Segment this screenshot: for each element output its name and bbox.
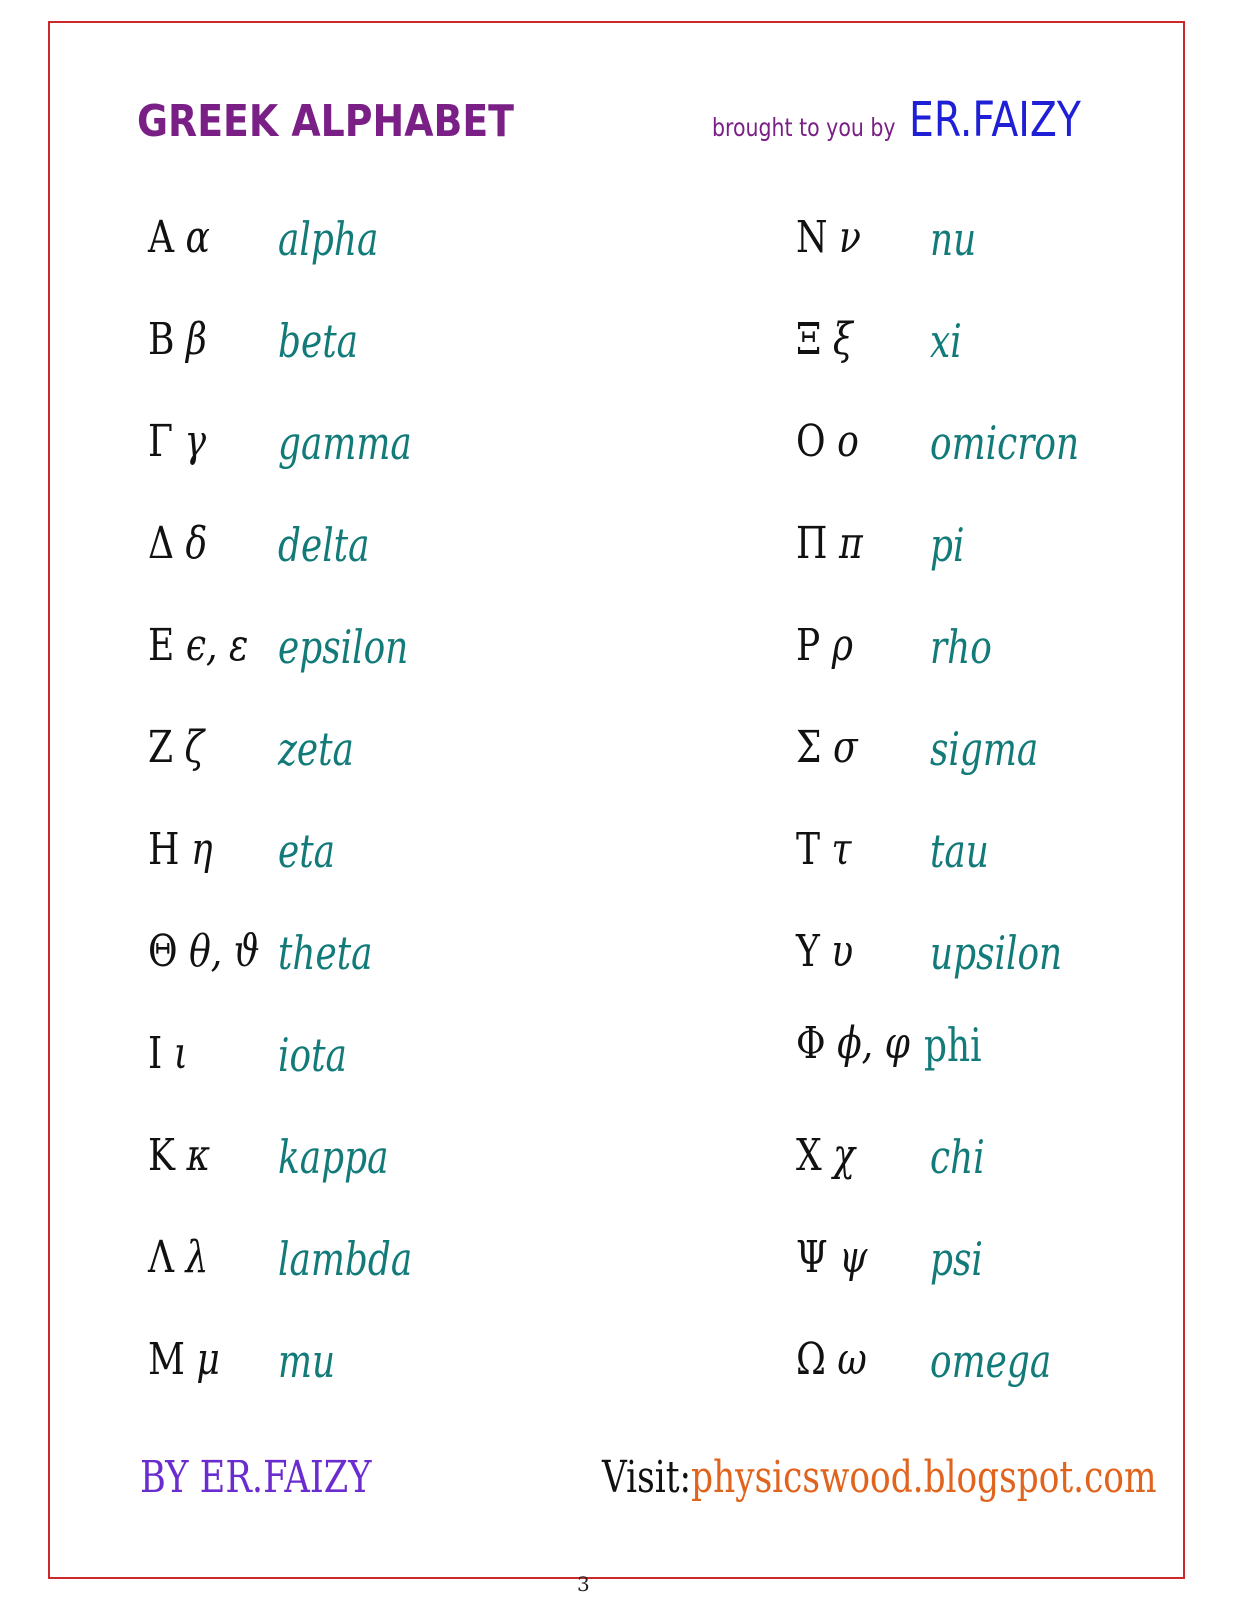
letter-name: beta	[278, 314, 359, 368]
letter-name: nu	[930, 212, 977, 266]
byline-prefix: brought to you by	[712, 113, 896, 142]
letter-symbol: Π π	[796, 518, 863, 569]
letter-name: eta	[278, 824, 336, 878]
letter-symbol: Γ γ	[148, 416, 207, 467]
letter-symbol: Θ θ, ϑ	[148, 926, 260, 977]
letter-symbol: Λ λ	[148, 1232, 209, 1283]
letter-symbol: Ο ο	[796, 416, 859, 467]
letter-symbol: Ε ϵ, ε	[148, 620, 249, 671]
letter-symbol: Φ ϕ, φ	[796, 1018, 910, 1069]
letter-symbol: Β β	[148, 314, 207, 365]
letter-name: upsilon	[930, 926, 1063, 980]
letter-name: iota	[278, 1028, 347, 1082]
byline-name: ER.FAIZY	[908, 92, 1081, 148]
letter-name: psi	[930, 1232, 983, 1286]
letter-name: omicron	[930, 416, 1080, 470]
letter-symbol: Ψ ψ	[796, 1232, 868, 1283]
letter-symbol: Κ κ	[148, 1130, 211, 1181]
letter-name: chi	[930, 1130, 985, 1184]
letter-name: phi	[924, 1018, 982, 1072]
letter-symbol: Σ σ	[796, 722, 858, 773]
letter-symbol: Α α	[148, 212, 210, 263]
letter-name: alpha	[278, 212, 379, 266]
letter-name: mu	[278, 1334, 336, 1388]
letter-symbol: Υ υ	[796, 926, 854, 977]
letter-symbol: Μ μ	[148, 1334, 220, 1385]
letter-name: tau	[930, 824, 989, 878]
letter-symbol: Ν ν	[796, 212, 861, 263]
letter-name: lambda	[278, 1232, 413, 1286]
footer-author: BY ER.FAIZY	[140, 1452, 372, 1503]
letter-name: kappa	[278, 1130, 389, 1184]
letter-name: epsilon	[278, 620, 409, 674]
letter-symbol: Ρ ρ	[796, 620, 853, 671]
letter-name: theta	[278, 926, 373, 980]
byline	[712, 92, 1119, 148]
letter-symbol: Ξ ξ	[796, 314, 853, 365]
letter-name: delta	[278, 518, 370, 572]
letter-name: rho	[930, 620, 992, 674]
page-number: 3	[577, 1572, 590, 1596]
letter-symbol: Δ δ	[148, 518, 208, 569]
visit-url-link[interactable]: physicswood.blogspot.com	[691, 1452, 1157, 1503]
letter-symbol: Τ τ	[796, 824, 852, 875]
letter-symbol: Ω ω	[796, 1334, 867, 1385]
letter-name: xi	[930, 314, 962, 368]
letter-name: zeta	[278, 722, 354, 776]
letter-symbol: Ι ι	[148, 1028, 188, 1079]
page-title: GREEK ALPHABET	[137, 96, 514, 147]
letter-name: omega	[930, 1334, 1052, 1388]
visit-label: Visit:	[602, 1452, 692, 1503]
letter-symbol: Η η	[148, 824, 213, 875]
letter-symbol: Χ χ	[796, 1130, 856, 1181]
letter-name: gamma	[278, 416, 412, 470]
footer-visit	[602, 1452, 1157, 1503]
letter-symbol: Ζ ζ	[148, 722, 205, 773]
letter-name: sigma	[930, 722, 1039, 776]
letter-name: pi	[930, 518, 965, 572]
